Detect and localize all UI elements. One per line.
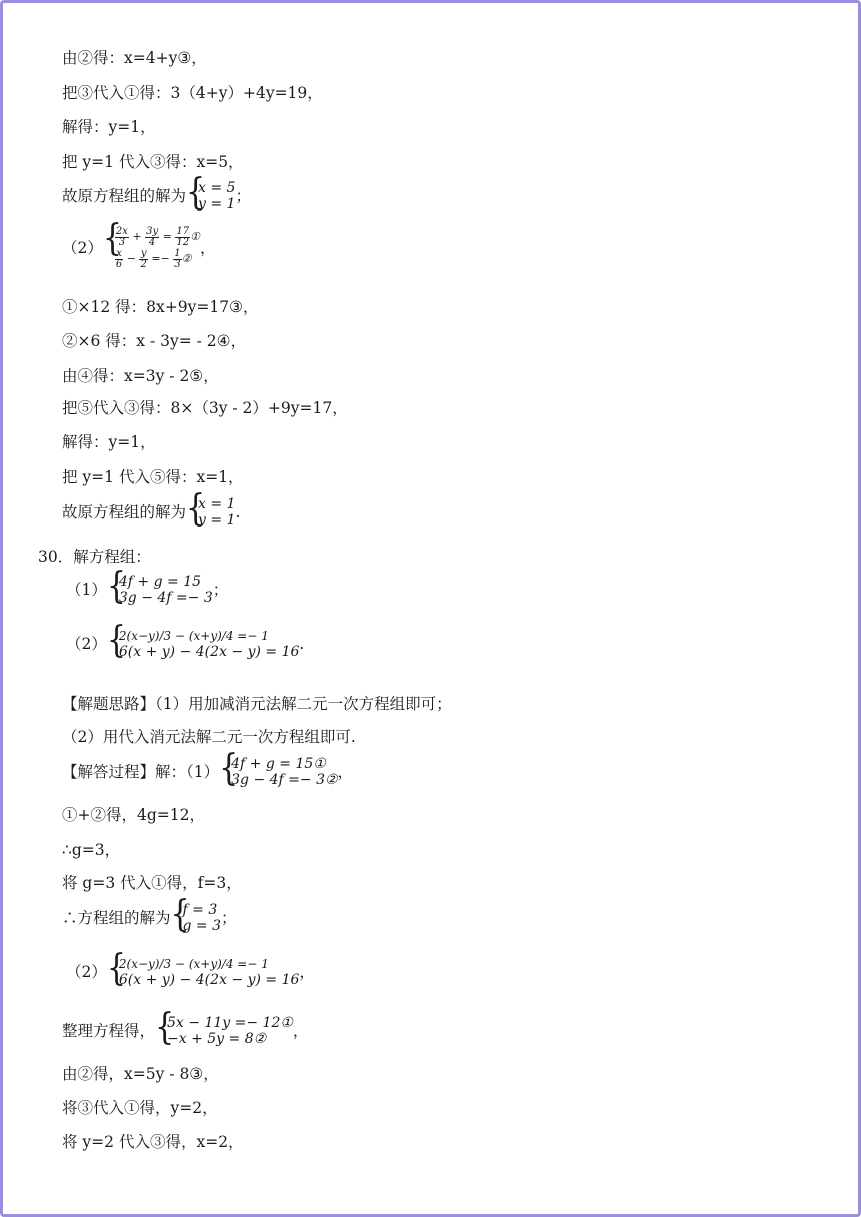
question-part	[66, 574, 228, 606]
equation-row: 6(x + y) − 4(2x − y) = 16	[118, 972, 300, 988]
solution-line: 解得：y=1，	[62, 118, 156, 136]
solution-system-line	[62, 1015, 308, 1047]
equation-system	[105, 226, 200, 270]
solution-line: ②×6 得：x - 3y= - 2④，	[62, 332, 247, 350]
equation-system	[109, 956, 300, 988]
fraction: $\frac{3y}{4}$	[146, 225, 159, 248]
fraction: $\frac{1}{3}$	[174, 247, 181, 270]
part-label: （2）	[62, 239, 103, 257]
fraction: { $\frac{2x}{3}$	[115, 225, 128, 248]
equation-row: y = 1	[198, 512, 236, 528]
question-heading: 30．解方程组：	[38, 548, 151, 566]
equation-system-line	[62, 226, 215, 270]
solution-system-line	[66, 956, 315, 988]
solution-line: ①+②得，4g=12，	[62, 806, 205, 824]
equation-row: { x = 5	[198, 180, 236, 196]
system-label: 故原方程组的解为	[62, 503, 187, 521]
equation-row: y = 1	[198, 196, 236, 212]
equation-row: 6(x + y) − 4(2x − y) = 16	[118, 644, 300, 660]
punctuation: ；	[221, 909, 237, 927]
equation-row: −x + 5y = 8②	[167, 1031, 267, 1047]
equation-row: { 4f + g = 15	[118, 574, 202, 590]
equation-system	[157, 1015, 293, 1047]
solution-line: 把⑤代入③得：8×（3y - 2）+9y=17，	[62, 399, 348, 417]
equation-row: { 2(x−y)/3 − (x+y)/4 =− 1	[118, 629, 269, 643]
punctuation: ；	[235, 187, 251, 205]
equation-row: g = 3	[182, 918, 222, 934]
punctuation: ，	[199, 239, 216, 257]
question-part	[66, 628, 304, 660]
equation-system	[109, 574, 213, 606]
punctuation: ；	[212, 581, 229, 599]
solution-system-line	[62, 902, 237, 934]
solution-process	[62, 756, 353, 788]
equation-system	[221, 756, 337, 788]
equation-row: 3g − 4f =− 3	[118, 590, 213, 606]
process-label: 【解答过程】解：（1）	[62, 763, 220, 781]
fraction: $\frac{x}{6}$	[115, 247, 123, 270]
fraction: $\frac{y}{2}$	[140, 247, 147, 270]
solution-idea: （2）用代入消元法解二元一次方程组即可.	[62, 728, 356, 746]
punctuation: .	[299, 635, 305, 653]
equation-system	[188, 496, 235, 528]
solution-line: 由④得：x=3y - 2⑤，	[62, 367, 219, 385]
equation-system	[173, 902, 222, 934]
equation-row: { x = 1	[198, 496, 236, 512]
equation-row: $\frac{x}{6}$ − $\frac{y}{2}$ =− $\frac{1}{3}$ ②	[115, 247, 192, 270]
system-label: 整理方程得，	[62, 1022, 156, 1040]
system-label: ∴方程组的解为	[62, 909, 171, 927]
punctuation: ，	[299, 963, 315, 981]
equation-row: { 5x − 11y =− 12①	[167, 1015, 293, 1031]
equation-system	[109, 628, 300, 660]
equation-row: 3g − 4f =− 3②	[231, 772, 338, 788]
equation-row: { 4f + g = 15①	[231, 756, 326, 772]
equation-system	[188, 180, 235, 212]
part-label: （2）	[66, 963, 107, 981]
solution-line: 由②得：x=4+y③，	[62, 49, 207, 67]
part-label: （1）	[66, 581, 107, 599]
solution-idea: 【解题思路】（1）用加减消元法解二元一次方程组即可；	[62, 695, 452, 713]
solution-line: 解得：y=1，	[62, 433, 156, 451]
punctuation: ，	[292, 1022, 309, 1040]
punctuation: ，	[337, 763, 354, 781]
punctuation: .	[235, 503, 241, 521]
solution-line: 将 g=3 代入①得，f=3，	[62, 874, 242, 892]
solution-line: ①×12 得：8x+9y=17③，	[62, 298, 259, 316]
solution-line: 将 y=2 代入③得，x=2，	[62, 1133, 244, 1151]
solution-system-line	[62, 496, 240, 528]
solution-line: ∴g=3，	[62, 841, 121, 859]
fraction: $\frac{17}{12}$	[176, 225, 190, 248]
solution-line: 把 y=1 代入③得：x=5，	[62, 153, 244, 171]
solution-line: 由②得，x=5y - 8③，	[62, 1065, 219, 1083]
solution-line: 把 y=1 代入⑤得：x=1，	[62, 468, 244, 486]
part-label: （2）	[66, 635, 107, 653]
solution-line: 把③代入①得：3（4+y）+4y=19，	[62, 84, 323, 102]
solution-line: 将③代入①得，y=2，	[62, 1099, 218, 1117]
solution-system-line	[62, 180, 251, 212]
equation-row: { f = 3	[182, 902, 218, 918]
equation-row: { $\frac{2x}{3}$ + $\frac{3y}{4}$ = $\frac{17}{12}$ ①	[115, 225, 200, 248]
system-label: 故原方程组的解为	[62, 187, 187, 205]
equation-row: { 2(x−y)/3 − (x+y)/4 =− 1	[118, 957, 269, 971]
